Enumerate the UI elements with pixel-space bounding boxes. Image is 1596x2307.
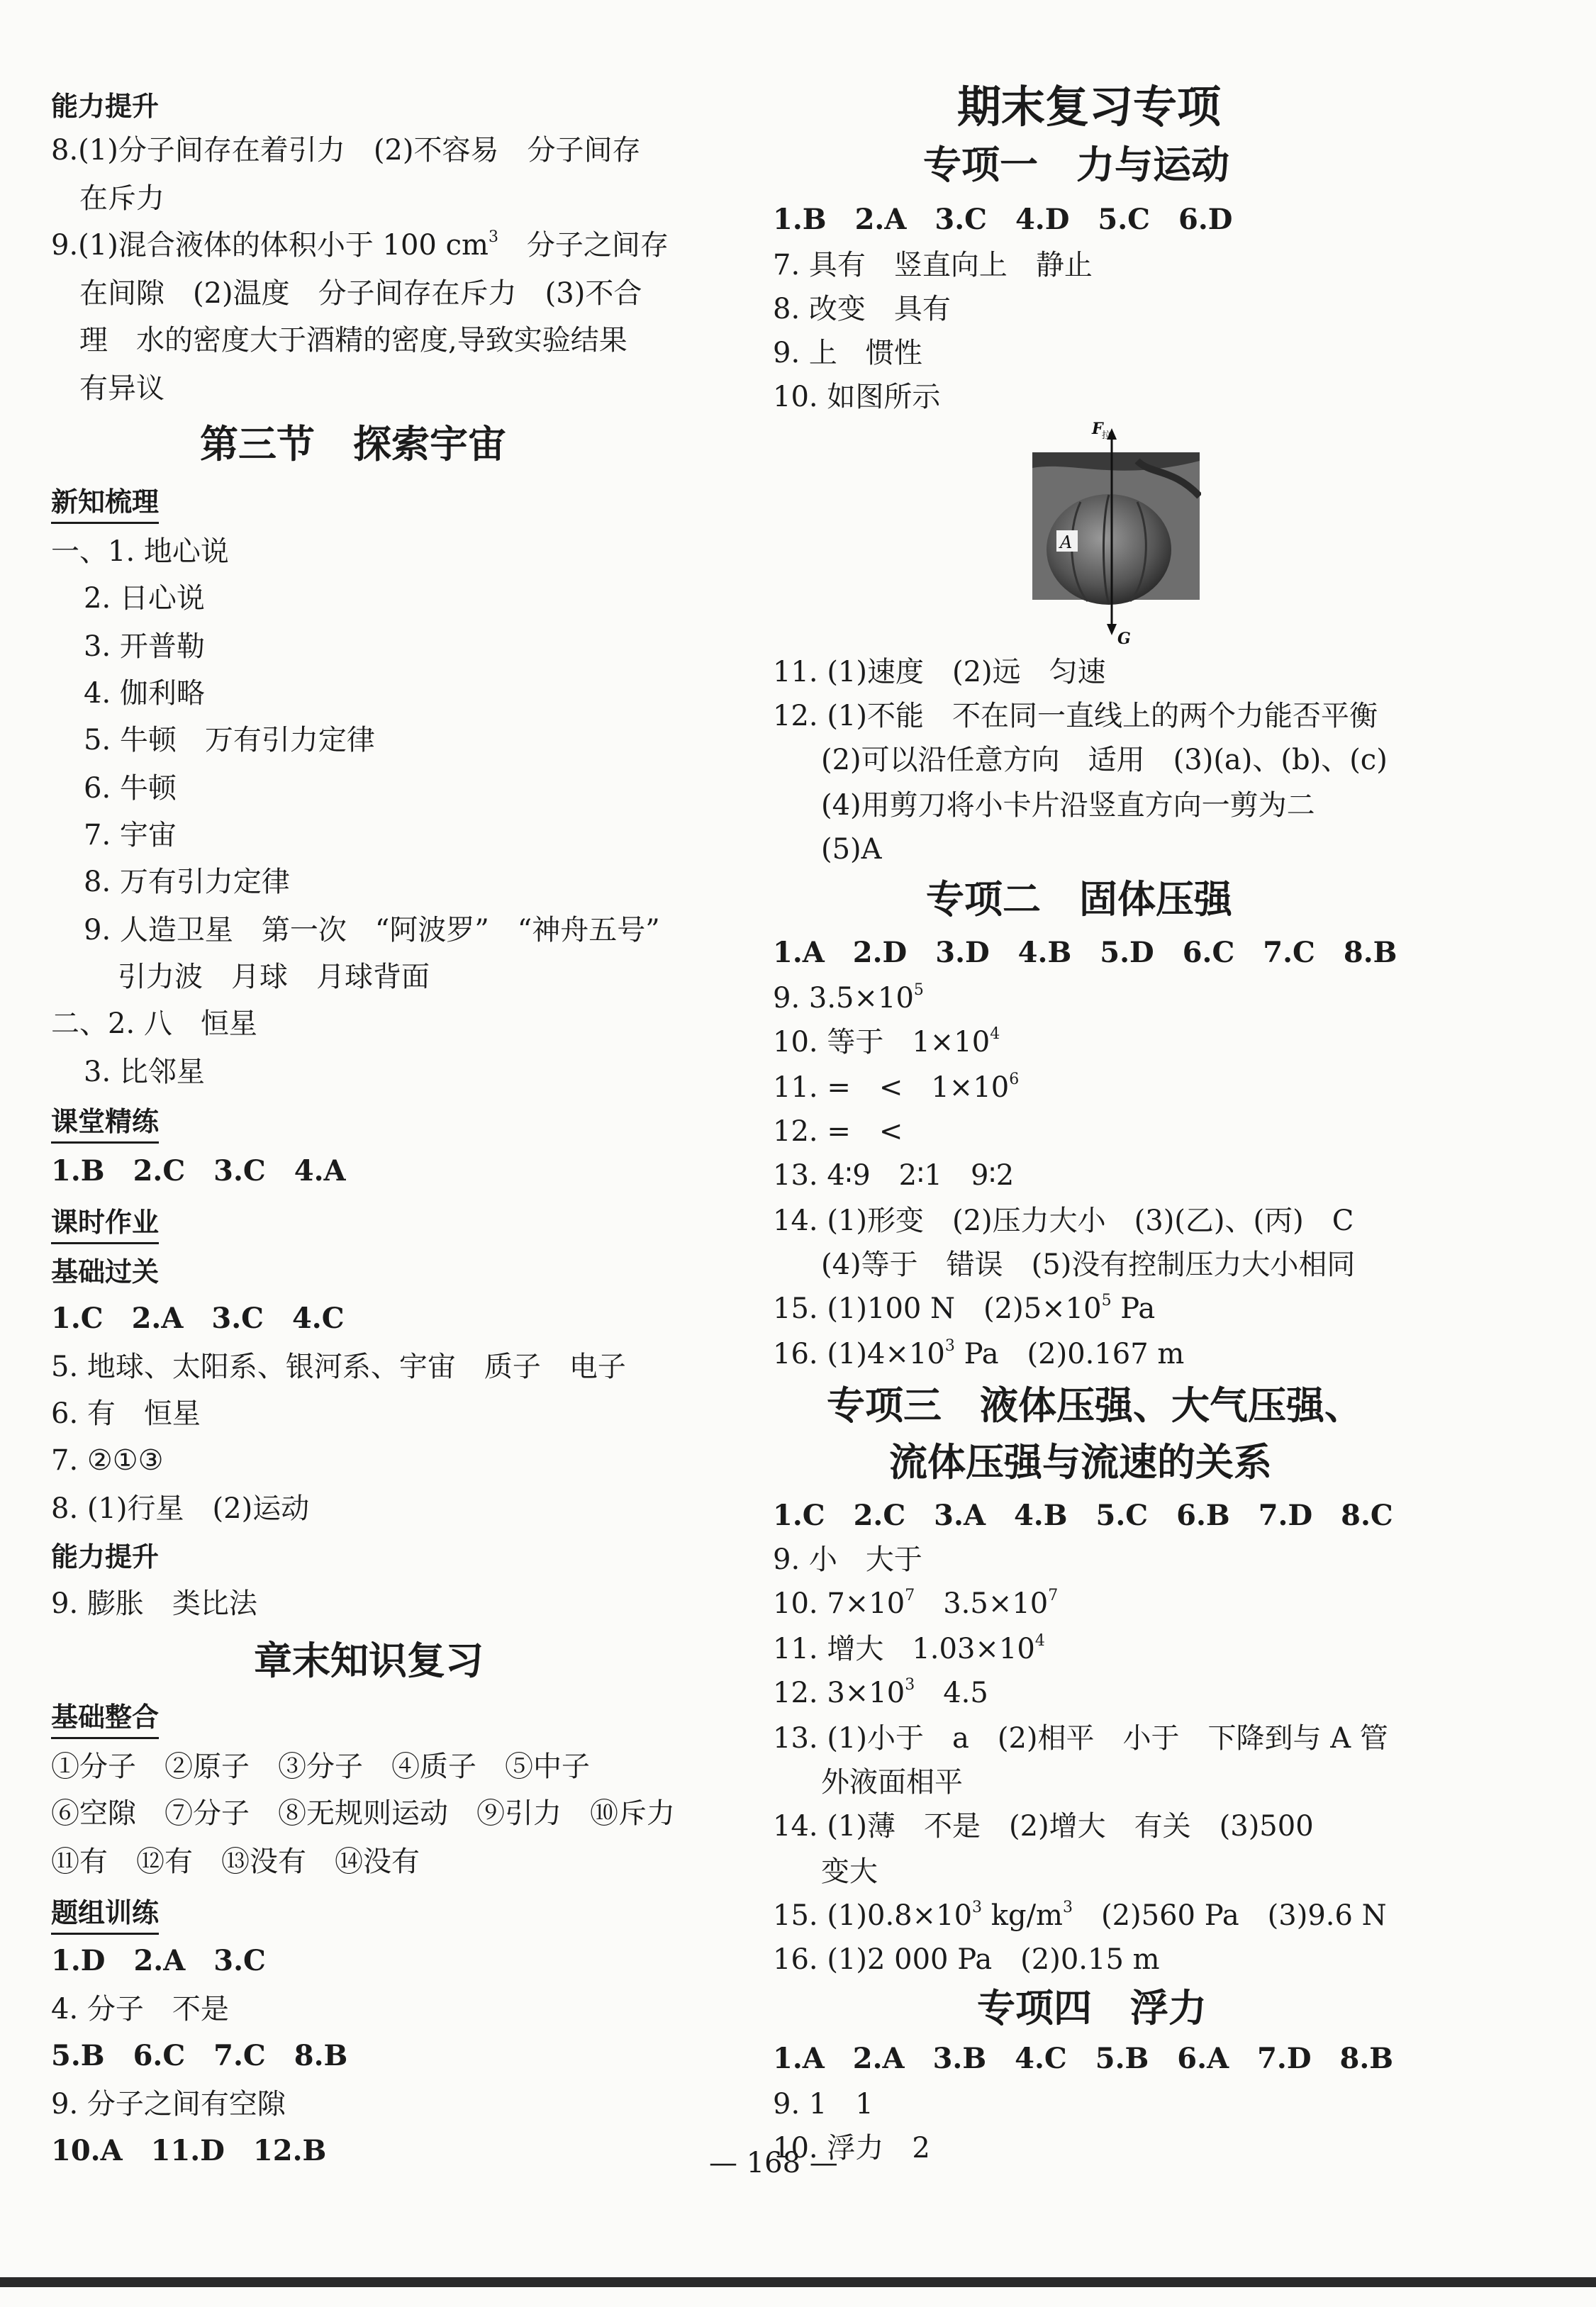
answer-line: 9. 小 大于 <box>773 1543 922 1576</box>
answer-line: (4)用剪刀将小卡片沿竖直方向一剪为二 <box>821 789 1315 822</box>
answer-line: 5. 地球、太阳系、银河系、宇宙 质子 电子 <box>51 1351 626 1383</box>
answer-line: 理 水的密度大于酒精的密度,导致实验结果 <box>79 324 627 357</box>
answer-line: 变大 <box>821 1855 878 1888</box>
answer-line: 14. (1)形变 (2)压力大小 (3)(乙)、(丙) C <box>773 1205 1354 1237</box>
answer-line: 8.(1)分子间存在着引力 (2)不容易 分子间存 <box>51 134 641 167</box>
gravity-label: G <box>1117 630 1131 645</box>
subsection-label: 基础过关 <box>51 1256 160 1287</box>
answer-line: 10. 浮力 2 <box>773 2132 930 2164</box>
answer-line: 一、1. 地心说 <box>51 535 229 568</box>
answer-line: 9. 分子之间有空隙 <box>51 2088 286 2121</box>
answer-line: 5.B 6.C 7.C 8.B <box>51 2039 348 2072</box>
answer-line: 16. $(1)4\times 10^3$ Pa (2)0.167 m <box>773 1337 1185 1370</box>
section-title: 专项四 浮力 <box>977 1986 1207 2031</box>
force-arrow-down-icon <box>1107 624 1117 635</box>
answer-line: 5. 牛顿 万有引力定律 <box>84 724 375 756</box>
section-title: 专项三 液体压强、大气压强、 <box>827 1383 1363 1428</box>
answer-line: 13. 4∶9 2∶1 9∶2 <box>773 1159 1015 1192</box>
answer-line: 2. 日心说 <box>84 582 205 615</box>
subsection-label: 基础整合 <box>51 1699 159 1739</box>
section-label-nengli: 能力提升 <box>51 91 160 122</box>
section-title: 章末知识复习 <box>254 1638 484 1683</box>
answer-line: 4. 伽利略 <box>84 677 205 710</box>
answer-line: 在斥力 <box>79 182 164 215</box>
answer-line: 12. $3\times 10^3$ 4.5 <box>773 1676 988 1709</box>
answer-line: 二、2. 八 恒星 <box>51 1007 257 1040</box>
answer-line: 7. 宇宙 <box>84 819 177 851</box>
answer-line: 9. $3.5\times 10^5$ <box>773 981 924 1015</box>
answer-line: ⑪有 ⑫有 ⑬没有 ⑭没有 <box>51 1845 420 1878</box>
answer-line: 6. 牛顿 <box>84 772 177 805</box>
answer-line: 10.A 11.D 12.B <box>51 2134 327 2167</box>
answer-line: 有异议 <box>79 372 164 405</box>
answer-line: 13. (1)小于 a (2)相平 小于 下降到与 A 管 <box>773 1722 1388 1755</box>
point-a-label: A <box>1060 532 1073 552</box>
answer-line: 3. 开普勒 <box>84 630 205 663</box>
subsection-label: 题组训练 <box>51 1894 159 1935</box>
answer-line: 1.A 2.A 3.B 4.C 5.B 6.A 7.D 8.B <box>773 2042 1394 2075</box>
answer-line: 9. 上 惯性 <box>773 337 922 369</box>
main-title: 期末复习专项 <box>957 81 1222 133</box>
answer-line: 引力波 月球 月球背面 <box>118 961 430 993</box>
answer-line: 16. (1)2 000 Pa (2)0.15 m <box>773 1943 1160 1976</box>
answer-line: 8. 改变 具有 <box>773 293 951 325</box>
answer-line: 外液面相平 <box>821 1766 963 1799</box>
answer-line: 12. (1)不能 不在同一直线上的两个力能否平衡 <box>773 700 1378 732</box>
answer-line: 1.D 2.A 3.C <box>51 1944 266 1977</box>
subsection-label: 能力提升 <box>51 1541 160 1573</box>
answer-line: 9. 膨胀 类比法 <box>51 1587 257 1620</box>
answer-line: 1.A 2.D 3.D 4.B 5.D 6.C 7.C 8.B <box>773 936 1397 969</box>
answer-line: 1.C 2.C 3.A 4.B 5.C 6.B 7.D 8.C <box>773 1499 1393 1532</box>
answer-line: 10. $7\times 10^7$ $3.5\times 10^7$ <box>773 1587 1059 1620</box>
answer-line: (2)可以沿任意方向 适用 (3)(a)、(b)、(c) <box>821 744 1388 776</box>
bottom-scan-edge <box>0 2277 1596 2287</box>
answer-line: 7. ②①③ <box>51 1444 164 1477</box>
page-number: — 168 — <box>709 2147 838 2179</box>
answer-line: 1.B 2.C 3.C 4.A <box>51 1154 346 1188</box>
subsection-label: 课堂精练 <box>51 1103 159 1144</box>
subsection-label: 新知梳理 <box>51 484 159 524</box>
answer-line: 14. (1)薄 不是 (2)增大 有关 (3)500 <box>773 1810 1314 1843</box>
answer-line: 15. (1)100 N $(2)5\times 10^5$ Pa <box>773 1292 1156 1325</box>
answer-line: 4. 分子 不是 <box>51 1993 229 2026</box>
section-title: 专项一 力与运动 <box>923 143 1229 187</box>
answer-line: 1.B 2.A 3.C 4.D 5.C 6.D <box>773 203 1233 236</box>
force-diagram-svg <box>1031 418 1201 645</box>
section-title: 流体压强与流速的关系 <box>889 1440 1272 1485</box>
answer-line: ①分子 ②原子 ③分子 ④质子 ⑤中子 <box>51 1750 590 1783</box>
answer-line: 在间隙 (2)温度 分子间存在斥力 (3)不合 <box>79 277 642 310</box>
section-title: 第三节 探索宇宙 <box>200 422 506 467</box>
answer-line: 9. 人造卫星 第一次 “阿波罗” “神舟五号” <box>84 914 660 946</box>
answer-line: 6. 有 恒星 <box>51 1397 201 1430</box>
answer-line: 7. 具有 竖直向上 静止 <box>773 249 1093 281</box>
answer-line: 12. = < <box>773 1115 903 1148</box>
answer-line: 15. $(1)0.8\times 10^3$ $kg/m^3$ (2)560 Pa (3)9.6 N <box>773 1899 1387 1932</box>
answer-line: ⑥空隙 ⑦分子 ⑧无规则运动 ⑨引力 ⑩斥力 <box>51 1797 675 1830</box>
answer-line: 11. (1)速度 (2)远 匀速 <box>773 656 1106 688</box>
answer-line: 10. 如图所示 <box>773 381 941 413</box>
section-title: 专项二 固体压强 <box>926 877 1232 922</box>
answer-line: 3. 比邻星 <box>84 1056 205 1088</box>
force-pull-label: F <box>1092 420 1103 438</box>
force-diagram-figure <box>1031 418 1201 645</box>
subsection-label: 课时作业 <box>51 1204 159 1244</box>
answer-line: (4)等于 错误 (5)没有控制压力大小相同 <box>821 1249 1356 1281</box>
answer-line: 11. = < $1\times 10^6$ <box>773 1071 1020 1104</box>
answer-line: 11. 增大 $1.03\times 10^4$ <box>773 1632 1045 1665</box>
answer-line: 9.(1)混合液体的体积小于 100 $cm^3$ 分子之间存 <box>51 228 669 262</box>
answer-line: 1.C 2.A 3.C 4.C <box>51 1302 345 1335</box>
answer-line: 10. 等于 $1\times 10^4$ <box>773 1025 1000 1058</box>
answer-line: 8. (1)行星 (2)运动 <box>51 1492 310 1525</box>
answer-line: 8. 万有引力定律 <box>84 866 290 898</box>
answer-line: (5)A <box>821 833 882 866</box>
force-pull-subscript: 拉 <box>1102 430 1112 441</box>
answer-line: 9. 1 1 <box>773 2088 874 2121</box>
